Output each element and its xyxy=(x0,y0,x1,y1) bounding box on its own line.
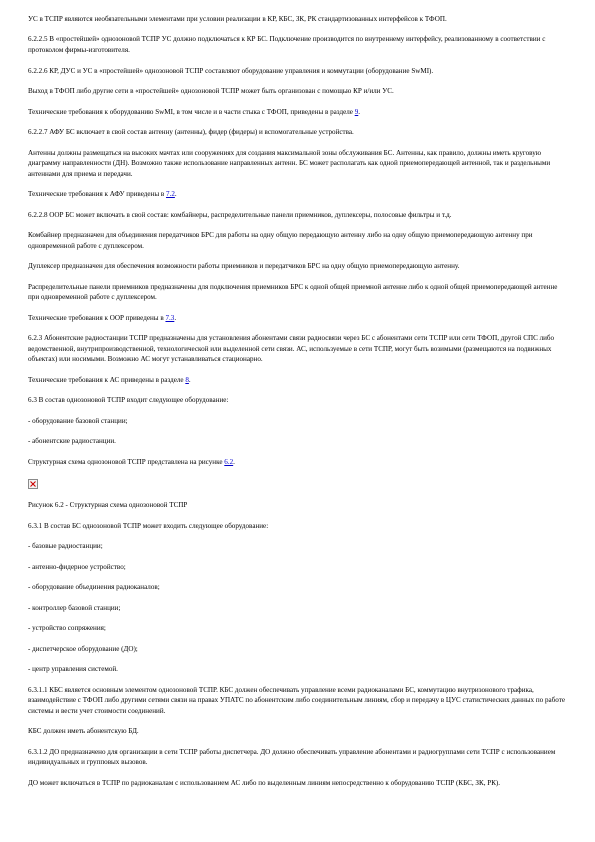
paragraph: 6.3 В состав однозоновой ТСПР входит следующее оборудование: xyxy=(28,396,229,405)
paragraph-text: Технические требования к АС приведены в разделе xyxy=(28,375,186,384)
paragraph-end: . xyxy=(174,190,177,199)
paragraph-end: . xyxy=(174,313,177,322)
list-item: - диспетчерское оборудование (ДО); xyxy=(28,644,138,653)
figure-link-6-2[interactable]: 6.2 xyxy=(224,457,234,466)
paragraph: ДО может включаться в ТСПР по радиоканалам с использованием АС либо по выделенным линиям непосредственно к оборудованию ТСПР (КБС, ЗК, РК). xyxy=(28,778,501,787)
paragraph: Дуплексер предназначен для обеспечения возможности работы приемников и передатчиков БРС на одну общую приемопередающую антенну. xyxy=(28,262,460,271)
list-item: - антенно-фидерное устройство; xyxy=(28,562,126,571)
paragraph: 6.3.1.1 КБС является основным элементом однозоновой ТСПР. КБС должен обеспечивать управление всеми радиоканалами БС, коммутацию внутризонового трафика, взаимодействие с ТФОП либо другими сетями связи на правах УПАТС по абонентским либо соединительным линиям, сбор и передачу в ЦУС статистических данных по работе системы и вести учет стоимости соединений. xyxy=(28,685,565,715)
section-link-7-2[interactable]: 7.2 xyxy=(166,190,175,199)
paragraph-text: Технические требования к ООР приведены в xyxy=(28,313,166,322)
document-page xyxy=(28,14,570,798)
list-item: - абонентские радиостанции. xyxy=(28,437,116,446)
figure-image xyxy=(28,477,570,500)
paragraph-with-link xyxy=(28,457,570,468)
paragraph-text: Технические требования к оборудованию SwMI, в том числе и в части стыка с ТФОП, приведены в разделе xyxy=(28,107,355,116)
paragraph-end: . xyxy=(358,107,361,116)
paragraph-with-link xyxy=(28,313,570,324)
list-item: - центр управления системой. xyxy=(28,665,118,674)
paragraph: УС в ТСПР являются необязательными элементами при условии реализации в КР, КБС, ЗК, РК стандартизованных интерфейсов к ТФОП. xyxy=(28,15,447,23)
paragraph: Выход в ТФОП либо другие сети в «простейшей» однозоновой ТСПР может быть организован с помощью КР и/или УС. xyxy=(28,87,394,96)
paragraph-end: . xyxy=(188,375,191,384)
list-item: - оборудование базовой станции; xyxy=(28,416,128,425)
list-item: - оборудование объединения радиоканалов; xyxy=(28,583,160,592)
list-item: - базовые радиостанции; xyxy=(28,542,103,551)
section-link-7-3[interactable]: 7.3 xyxy=(165,313,175,322)
list-item: - контроллер базовой станции; xyxy=(28,603,121,612)
paragraph-with-link xyxy=(28,375,570,386)
paragraph-end: . xyxy=(233,457,235,466)
broken-image-icon xyxy=(28,479,38,489)
section-link-9[interactable]: 9 xyxy=(354,107,359,116)
paragraph: 6.2.2.6 КР, ДУС и УС в «простейшей» однозоновой ТСПР составляют оборудование управления и коммутации (оборудование SwMI). xyxy=(28,66,434,75)
section-link-8[interactable]: 8 xyxy=(185,375,189,384)
paragraph: 6.2.2.5 В «простейшей» однозоновой ТСПР УС должно подключаться к КР БС. Подключение производится по внутреннему интерфейсу, реализованному в соответствии с протоколом фирмы-изготовителя. xyxy=(28,35,546,55)
paragraph: 6.3.1 В состав БС однозоновой ТСПР может входить следующее оборудование: xyxy=(28,521,269,530)
figure-caption: Рисунок 6.2 - Структурная схема однозоновой ТСПР xyxy=(28,501,188,510)
paragraph: 6.2.2.8 ООР БС может включать в свой состав: комбайнеры, распределительные панели приемников, дуплексеры, полосовые фильтры и т.д. xyxy=(28,210,452,219)
paragraph-text: Технические требования к АФУ приведены в xyxy=(28,190,167,199)
paragraph: КБС должен иметь абонентскую БД. xyxy=(28,727,139,736)
paragraph: Антенны должны размещаться на высоких мачтах или сооружениях для создания максимальной зоны обслуживания БС. Антенны, как правило, должны иметь круговую диаграмму направленности (ДН). Возможно также использование направленных антенн. БС может располагать как одной приемопередающей антенной, так и раздельными антеннами для приема и передачи. xyxy=(28,148,551,178)
broken-image-cross xyxy=(30,481,36,487)
list-item: - устройство сопряжения; xyxy=(28,624,106,633)
paragraph-with-link xyxy=(28,189,570,200)
paragraph-with-link xyxy=(28,107,570,118)
paragraph: Распределительные панели приемников предназначены для подключения приемников БРС к одной общей приемной антенне либо к одной общей приемопередающей антенне при одновременной работе с дуплексером. xyxy=(28,282,558,302)
paragraph: 6.3.1.2 ДО предназначено для организации в сети ТСПР работы диспетчера. ДО должно обеспечивать управление абонентами и радиогруппами сети ТСПР с использованием индивидуальных и групповых вызовов. xyxy=(28,747,556,767)
paragraph: 6.2.3 Абонентские радиостанции ТСПР предназначены для установления абонентами связи радиосвязи через БС с абонентами сети ТСПР или сети ТФОП, другой СПС либо ведомственной, внутрипроизводственной, технологической или выделенной сети связи. АС, используемые в сети ТСПР, могут быть возимыми (размещаются на подвижных объектах) или носимыми. Возможно АС могут устанавливаться стационарно. xyxy=(28,334,555,364)
paragraph: Комбайнер предназначен для объединения передатчиков БРС для работы на одну общую передающую антенну либо на одну общую приемопередающую антенну при одновременной работе с дуплексером. xyxy=(28,231,533,250)
paragraph-text: Структурная схема однозоновой ТСПР представлена на рисунке xyxy=(28,457,225,466)
paragraph: 6.2.2.7 АФУ БС включает в свой состав антенну (антенны), фидер (фидеры) и вспомогательные устройства. xyxy=(28,128,354,137)
